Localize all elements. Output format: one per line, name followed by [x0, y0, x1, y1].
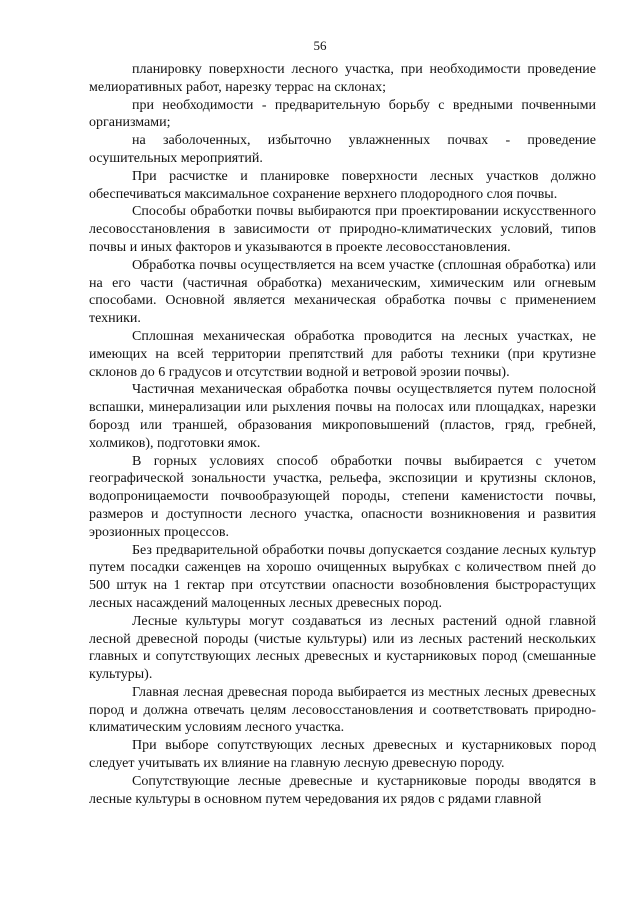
paragraph: при необходимости - предварительную борьбу с вредными почвенными организмами; — [89, 97, 596, 131]
paragraph: При расчистке и планировке поверхности лесных участков должно обеспечиваться максимальное сохранение верхнего плодородного слоя почвы. — [89, 168, 596, 202]
paragraph: Без предварительной обработки почвы допускается создание лесных культур путем посадки саженцев на хорошо очищенных вырубках с количеством пней до 500 штук на 1 гектар при отсутствии опасности возобновления быстрорастущих лесных насаждений малоценных лесных древесных пород. — [89, 542, 596, 611]
paragraph: Лесные культуры могут создаваться из лесных растений одной главной лесной древесной породы (чистые культуры) или из лесных растений нескольких главных и сопутствующих лесных древесных и кустарниковых пород (смешанные культуры). — [89, 613, 596, 683]
paragraph: Частичная механическая обработка почвы осуществляется путем полосной вспашки, минерализации или рыхления почвы на полосах или площадках, нарезки борозд или траншей, образования микроповышений (пластов, гряд, гребней, холмиков), подготовки ямок. — [89, 382, 596, 451]
paragraph: При выборе сопутствующих лесных древесных и кустарниковых пород следует учитывать их влияние на главную лесную древесную породу. — [89, 738, 596, 772]
paragraph: Сопутствующие лесные древесные и кустарниковые породы вводятся в лесные культуры в основном путем чередования их рядов с рядами главной — [89, 773, 596, 807]
paragraph: на заболоченных, избыточно увлажненных почвах - проведение осушительных мероприятий. — [89, 133, 596, 166]
page-number: 56 — [313, 38, 327, 53]
body-text — [89, 61, 596, 808]
paragraph: Способы обработки почвы выбираются при проектировании искусственного лесовосстановления в зависимости от природно-климатических условий, типов почвы и иных факторов и указываются в проекте лесовосстановления. — [89, 204, 596, 255]
paragraph: планировку поверхности лесного участка, при необходимости проведение мелиоративных работ, нарезку террас на склонах; — [89, 62, 596, 95]
paragraph: Сплошная механическая обработка проводится на лесных участках, не имеющих на всей территории препятствий для работы техники (при крутизне склонов до 6 градусов и отсутствии водной и ветровой эрозии почвы). — [89, 328, 596, 380]
paragraph: Обработка почвы осуществляется на всем участке (сплошная обработка) или на его части (частичная обработка) механическим, химическим или огневым способами. Основной является механическая обработка почвы с применением техники. — [89, 257, 596, 327]
paragraph: Главная лесная древесная порода выбирается из местных лесных древесных пород и должна отвечать целям лесовосстановления и соответствовать природно-климатическим условиям лесного участка. — [89, 684, 596, 736]
paragraph: В горных условиях способ обработки почвы выбирается с учетом географической зональности участка, рельефа, экспозиции и крутизны склонов, водопроницаемости почвообразующей породы, степени каменистости почвы, размеров и доступности лесного участка, опасности возникновения и развития эрозионных процессов. — [89, 453, 596, 540]
